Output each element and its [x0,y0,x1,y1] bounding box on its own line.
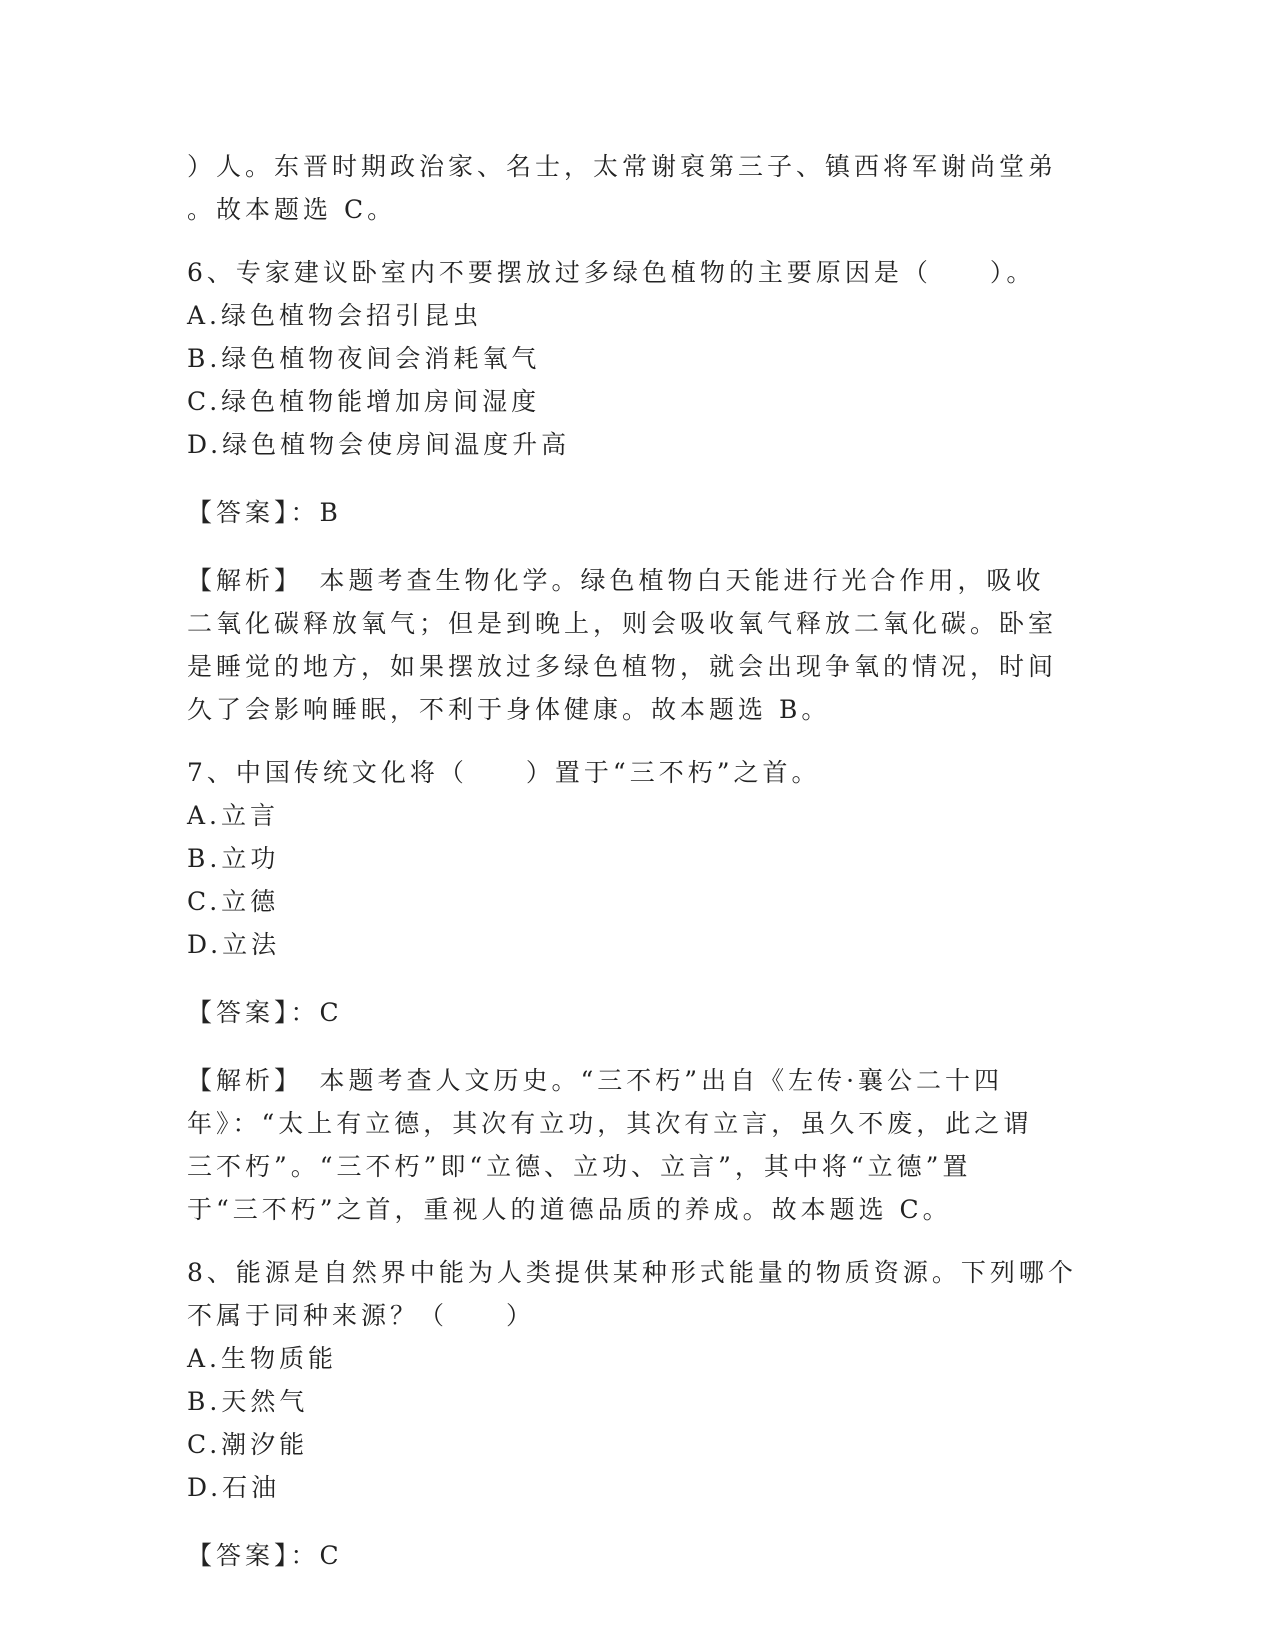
question-6 [187,251,1092,731]
answer-row [187,991,1092,1034]
question-8 [187,1251,1092,1577]
answer-row [187,1534,1092,1577]
answer-label: 【答案】： [187,1541,320,1570]
option-b: B.天然气 [187,1387,309,1416]
explanation-label: 【解析】 [187,1066,291,1095]
option-c: C.绿色植物能增加房间湿度 [187,387,541,416]
answer-label: 【答案】： [187,998,320,1027]
explanation-line: 于“三不朽”之首，重视人的道德品质的养成。故本题选 C。 [187,1195,952,1224]
explanation [187,559,1092,731]
question-stem: 不属于同种来源？（ ） [187,1301,536,1330]
option-a: A.生物质能 [187,1344,338,1373]
intro-block [187,145,1092,231]
document-content [187,145,1092,1602]
option-d: D.绿色植物会使房间温度升高 [187,430,571,459]
explanation-label: 【解析】 [187,566,291,595]
explanation-line: 年》：“太上有立德，其次有立功，其次有立言，虽久不废，此之谓 [187,1109,1033,1138]
question-stem: 7、中国传统文化将（ ）置于“三不朽”之首。 [187,758,821,787]
intro-line: ）人。东晋时期政治家、名士，太常谢裒第三子、镇西将军谢尚堂弟 [187,152,1058,181]
option-a: A.绿色植物会招引昆虫 [187,301,483,330]
option-b: B.绿色植物夜间会消耗氧气 [187,344,541,373]
option-c: C.潮汐能 [187,1430,309,1459]
question-7 [187,751,1092,1231]
explanation-text: 本题考查生物化学。绿色植物白天能进行光合作用，吸收 [290,566,1045,595]
answer-value: C [319,1541,343,1570]
explanation-line [187,1059,1092,1102]
option-d: D.石油 [187,1473,281,1502]
explanation-line: 是睡觉的地方，如果摆放过多绿色植物，就会出现争氧的情况，时间 [187,652,1058,681]
answer-row [187,491,1092,534]
option-a: A.立言 [187,801,280,830]
explanation [187,1059,1092,1231]
answer-value: B [319,498,342,527]
option-b: B.立功 [187,844,280,873]
question-stem: 6、专家建议卧室内不要摆放过多绿色植物的主要原因是（ ）。 [187,258,1036,287]
intro-line: 。故本题选 C。 [187,195,397,224]
question-stem: 8、能源是自然界中能为人类提供某种形式能量的物质资源。下列哪个 [187,1258,1077,1287]
explanation-text: 本题考查人文历史。“三不朽”出自《左传·襄公二十四 [290,1066,1004,1095]
explanation-line: 三不朽”。“三不朽”即“立德、立功、立言”，其中将“立德”置 [187,1152,972,1181]
explanation-line: 久了会影响睡眠，不利于身体健康。故本题选 B。 [187,695,831,724]
option-d: D.立法 [187,930,281,959]
explanation-line [187,559,1092,602]
answer-label: 【答案】： [187,498,320,527]
answer-value: C [319,998,343,1027]
explanation-line: 二氧化碳释放氧气；但是到晚上，则会吸收氧气释放二氧化碳。卧室 [187,609,1058,638]
option-c: C.立德 [187,887,280,916]
